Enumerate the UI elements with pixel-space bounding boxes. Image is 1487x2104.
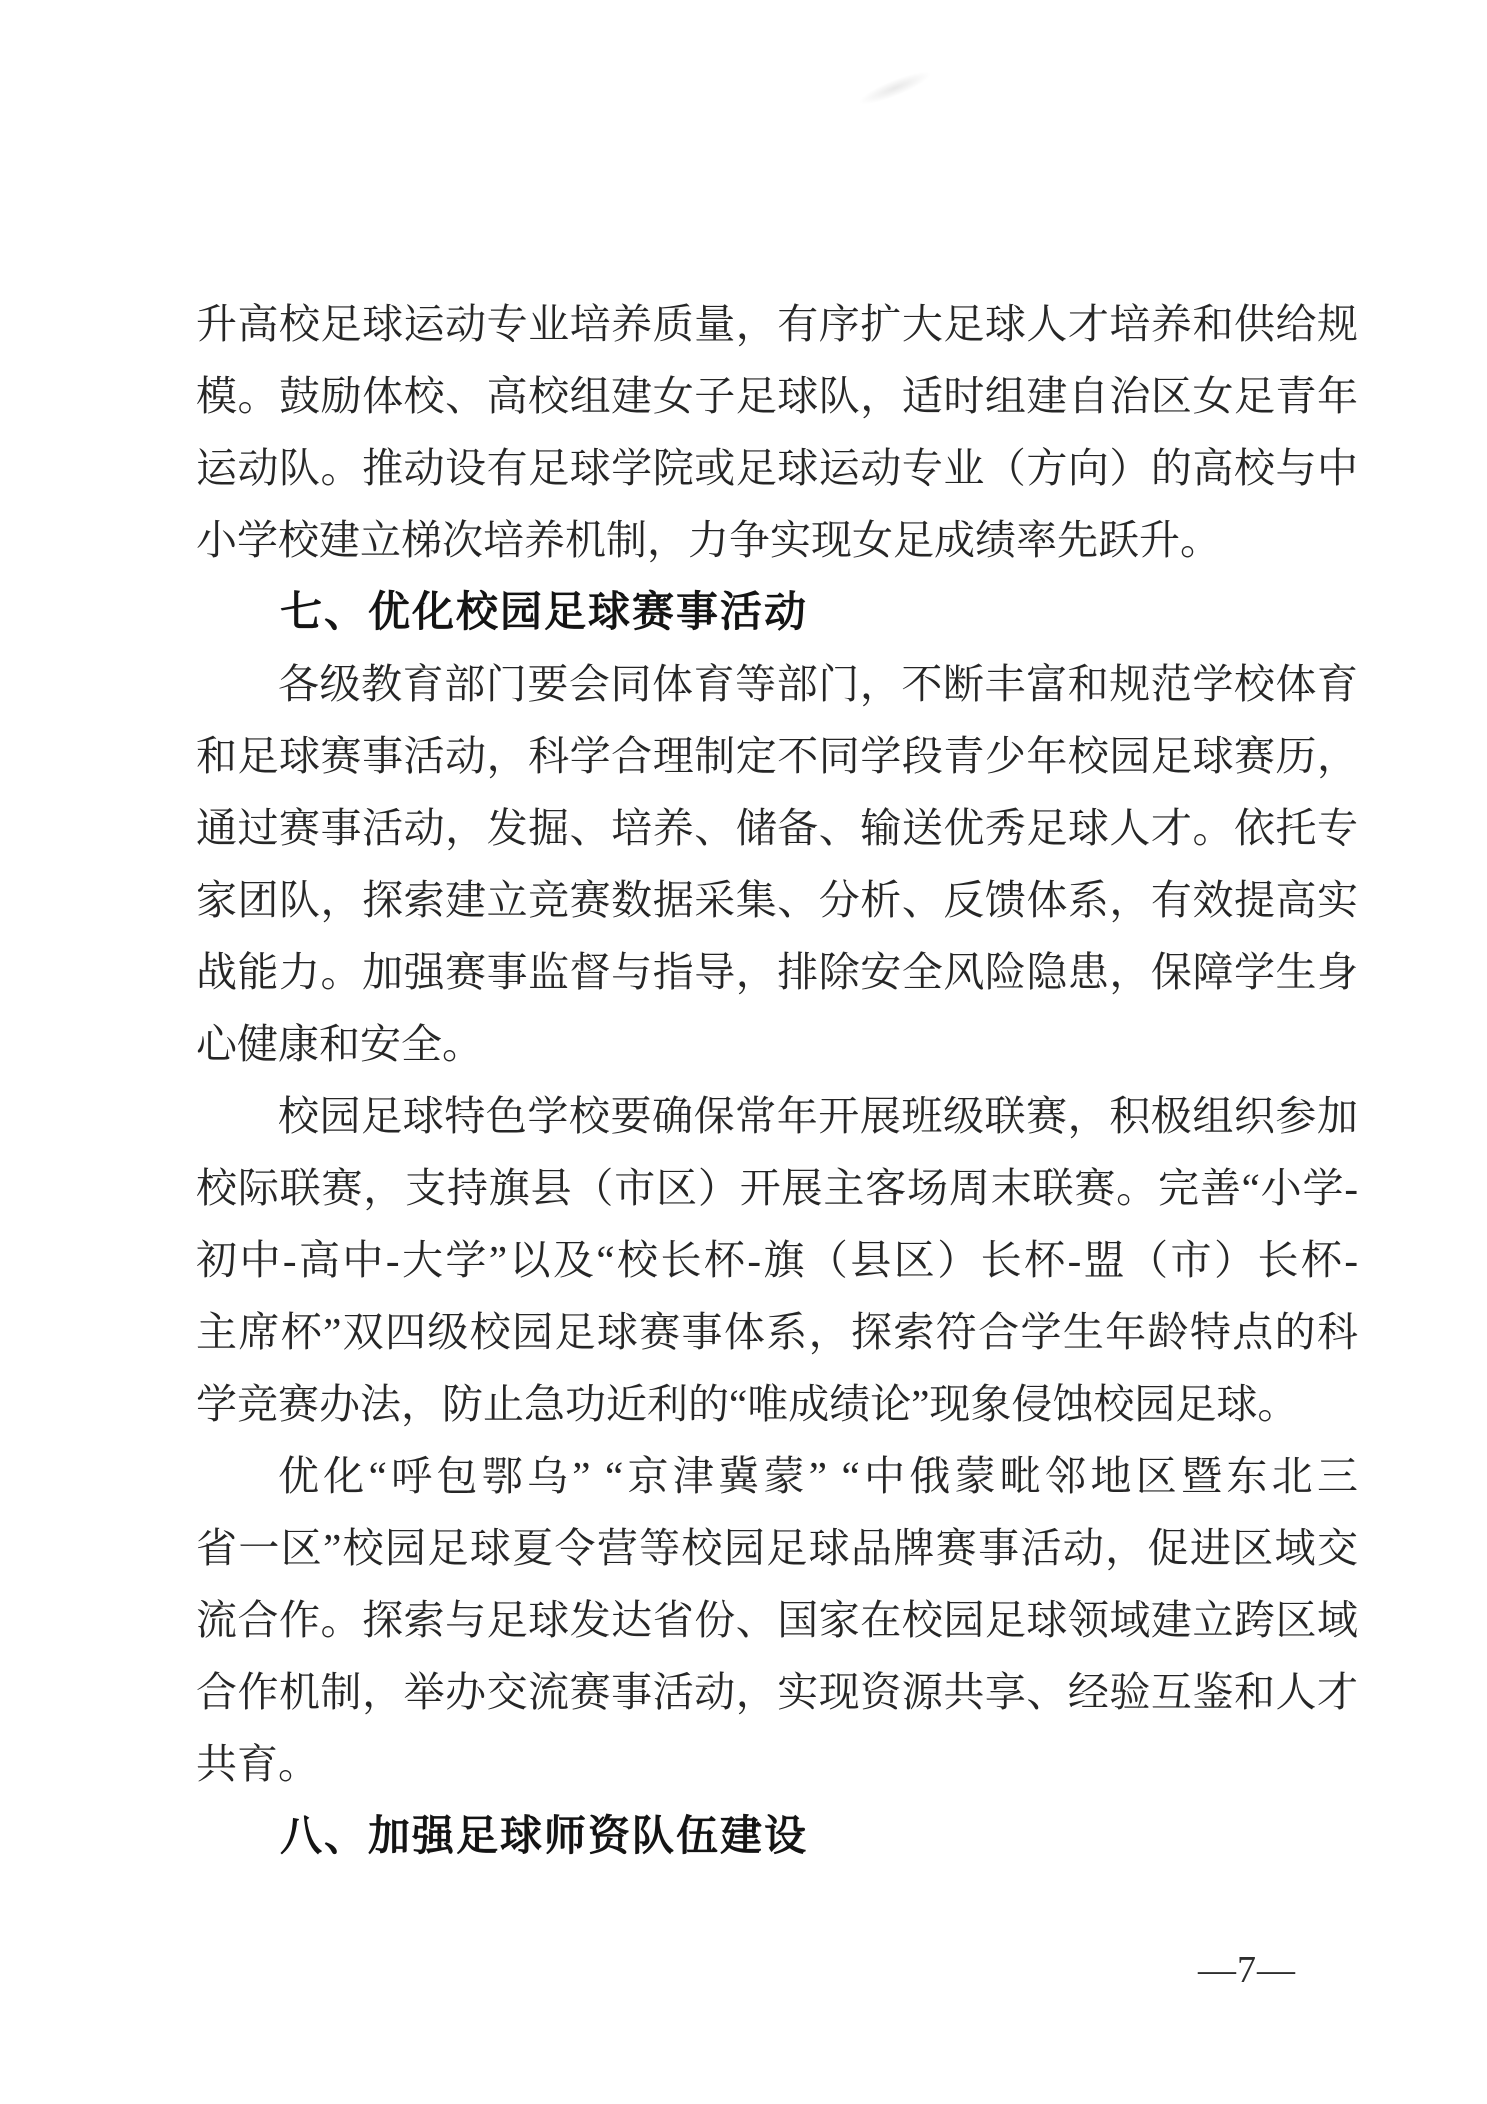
body-line: 学竞赛办法，防止急功近利的“唯成绩论”现象侵蚀校园足球。 <box>196 1381 1299 1427</box>
body-line: 模。鼓励体校、高校组建女子足球队，适时组建自治区女足青年 <box>196 373 1358 419</box>
body-line: 心健康和安全。 <box>196 1021 483 1067</box>
document-body <box>196 288 1358 1872</box>
body-line: 小学校建立梯次培养机制，力争实现女足成绩率先跃升。 <box>196 517 1221 563</box>
body-line: 通过赛事活动，发掘、培养、储备、输送优秀足球人才。依托专 <box>196 805 1358 851</box>
body-line: 升高校足球运动专业培养质量，有序扩大足球人才培养和供给规 <box>196 301 1358 347</box>
body-line: 和足球赛事活动，科学合理制定不同学段青少年校园足球赛历， <box>196 733 1358 779</box>
body-line: 家团队，探索建立竞赛数据采集、分析、反馈体系，有效提高实 <box>196 877 1358 923</box>
body-line: 合作机制，举办交流赛事活动，实现资源共享、经验互鉴和人才 <box>196 1669 1358 1715</box>
body-line: 省一区”校园足球夏令营等校园足球品牌赛事活动，促进区域交 <box>196 1525 1358 1571</box>
body-line: 运动队。推动设有足球学院或足球运动专业（方向）的高校与中 <box>196 445 1358 491</box>
body-line: 主席杯”双四级校园足球赛事体系，探索符合学生年龄特点的科 <box>196 1309 1358 1355</box>
section-heading-7: 七、优化校园足球赛事活动 <box>280 588 809 635</box>
scan-artifact <box>856 66 934 110</box>
section-heading-8: 八、加强足球师资队伍建设 <box>280 1812 809 1859</box>
body-line: 战能力。加强赛事监督与指导，排除安全风险隐患，保障学生身 <box>196 949 1358 995</box>
body-line: 优化“呼包鄂乌” “京津冀蒙” “中俄蒙毗邻地区暨东北三 <box>278 1453 1358 1499</box>
body-line: 各级教育部门要会同体育等部门，不断丰富和规范学校体育 <box>278 661 1358 707</box>
body-line: 校际联赛，支持旗县（市区）开展主客场周末联赛。完善“小学- <box>196 1165 1358 1211</box>
body-line: 初中-高中-大学”以及“校长杯-旗（县区）长杯-盟（市）长杯- <box>196 1237 1358 1283</box>
body-line: 校园足球特色学校要确保常年开展班级联赛，积极组织参加 <box>278 1093 1358 1139</box>
body-line: 共育。 <box>196 1741 319 1787</box>
body-line: 流合作。探索与足球发达省份、国家在校园足球领域建立跨区域 <box>196 1597 1358 1643</box>
page-number: —7— <box>1198 1949 1296 1991</box>
